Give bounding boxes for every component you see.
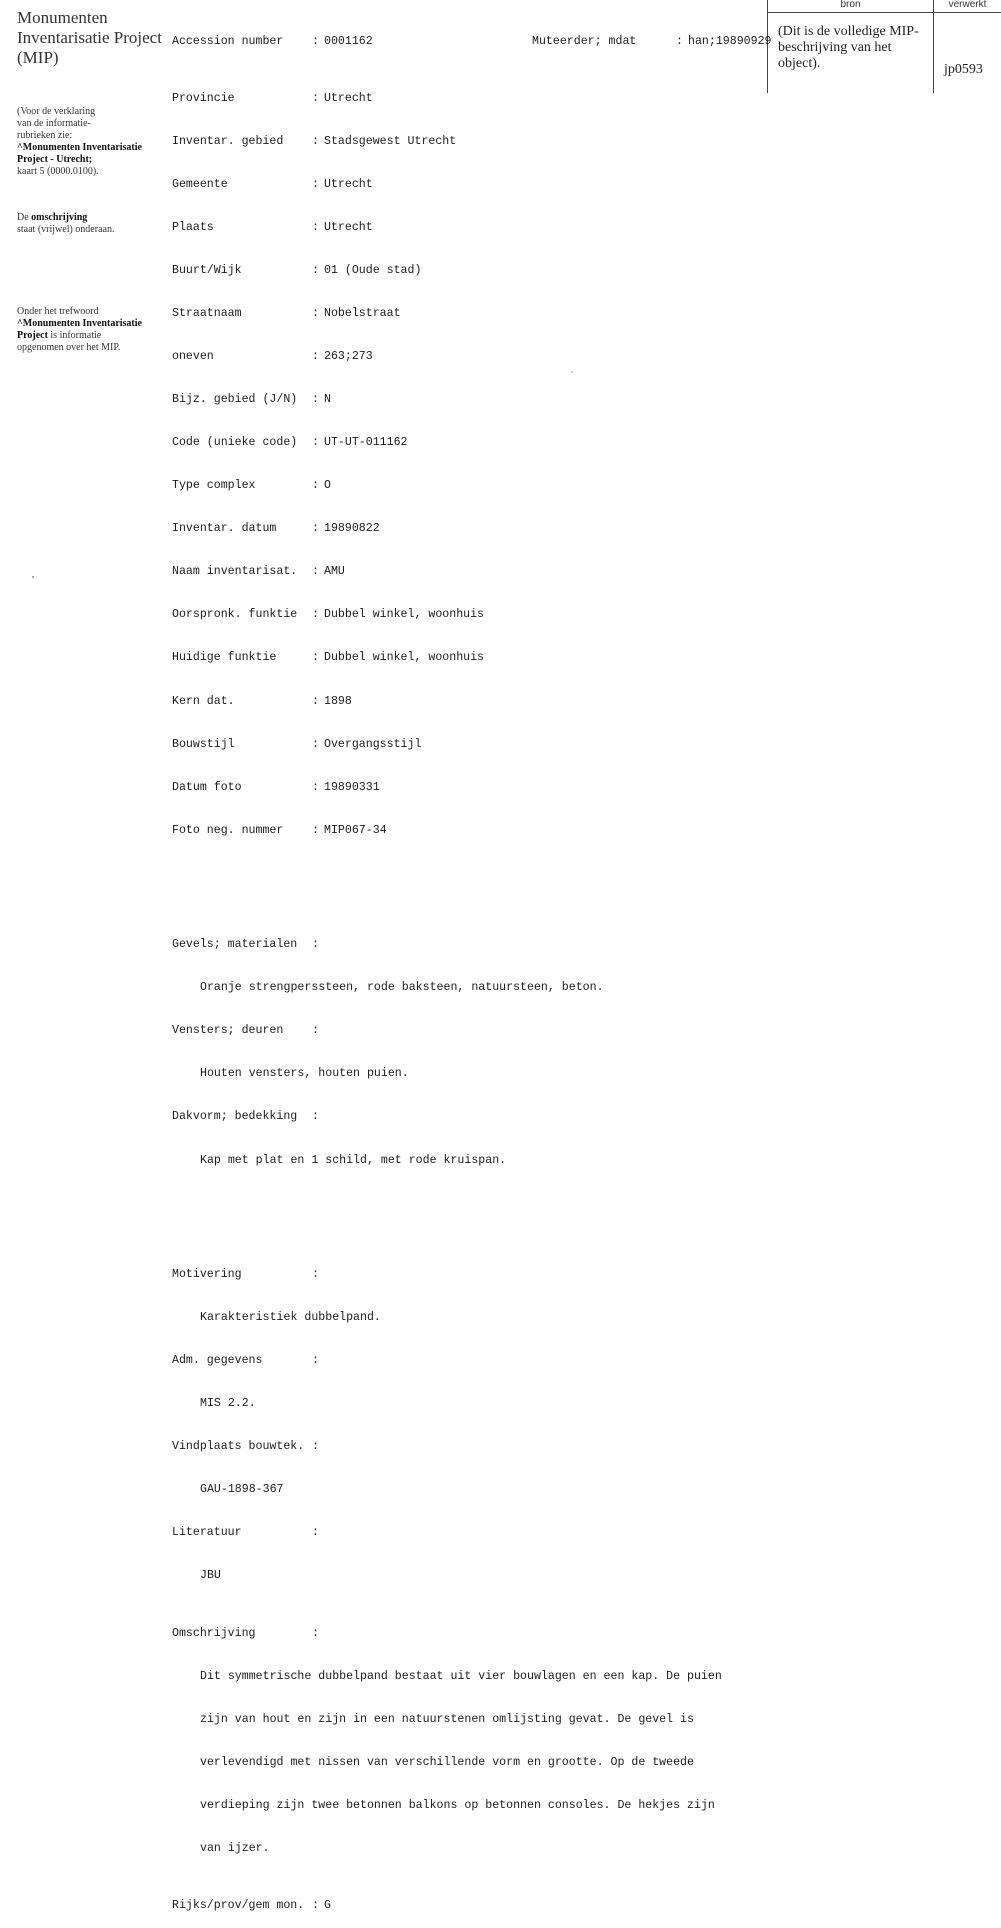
description-location-note <box>17 212 167 236</box>
field-label: Huidige funktie <box>172 651 277 665</box>
column-divider <box>933 0 934 93</box>
field-label: Datum foto <box>172 780 242 794</box>
field-value: Utrecht <box>324 221 373 235</box>
section-label: Omschrijving <box>172 1626 256 1640</box>
field-label: Naam inventarisat. <box>172 565 298 579</box>
field-value: Stadsgewest Utrecht <box>324 135 457 149</box>
field-row: Type complex : O <box>172 479 331 493</box>
note-line: staat (vrijwel) onderaan. <box>17 224 115 235</box>
monument-row: Rijks/prov/gem mon. : G <box>172 1899 331 1913</box>
field-label: Plaats <box>172 221 214 235</box>
field-value: han;19890929 <box>688 34 772 48</box>
note-bold: omschrijving <box>31 212 88 223</box>
description-line: zijn van hout en zijn in een natuurstenen omlijsting gevat. De gevel is <box>200 1712 694 1726</box>
field-row: Kern dat. : 1898 <box>172 694 352 708</box>
record-header-row: Accession number : 0001162 Muteerder; mdat : han;19890929 <box>172 34 772 48</box>
note-bold-line: Project - Utrecht; <box>17 154 93 165</box>
description-line: verlevendigd met nissen van verschillende vorm en grootte. Op de tweede <box>200 1755 694 1769</box>
source-table <box>767 0 1001 93</box>
field-row: Provincie : Utrecht <box>172 92 373 106</box>
section-value: Houten vensters, houten puien. <box>200 1067 409 1081</box>
field-label: Oorspronk. funktie <box>172 608 298 622</box>
field-value: Nobelstraat <box>324 307 401 321</box>
description-line: verdieping zijn twee betonnen balkons op betonnen consoles. De hekjes zijn <box>200 1798 715 1812</box>
field-label: Bijz. gebied (J/N) <box>172 393 298 407</box>
section-label: Gevels; materialen <box>172 938 298 952</box>
field-label: Inventar. gebied <box>172 135 284 149</box>
field-label: Gemeente <box>172 178 228 192</box>
field-row: Bouwstijl : Overgangsstijl <box>172 737 422 751</box>
mip-record <box>172 6 772 1928</box>
field-label: Provincie <box>172 92 235 106</box>
section-label-row: Vindplaats bouwtek. : <box>172 1440 319 1454</box>
section-label: Motivering <box>172 1268 242 1282</box>
note-text: De <box>17 212 32 223</box>
field-value: N <box>324 393 331 407</box>
field-value: Dubbel winkel, woonhuis <box>324 608 485 622</box>
field-label: Code (unieke code) <box>172 436 298 450</box>
section-value: Karakteristiek dubbelpand. <box>200 1311 381 1325</box>
field-row: oneven : 263;273 <box>172 350 373 364</box>
source-description: (Dit is de volledige MIP-beschrijving van het object). <box>778 24 919 71</box>
section-label: Literatuur <box>172 1526 242 1540</box>
section-label-row: Omschrijving : <box>172 1626 319 1640</box>
field-label: Straatnaam <box>172 307 242 321</box>
field-value: Dubbel winkel, woonhuis <box>324 651 485 665</box>
field-row: Buurt/Wijk : 01 (Oude stad) <box>172 264 422 278</box>
field-value: 19890331 <box>324 780 380 794</box>
description-line: van ijzer. <box>200 1842 270 1855</box>
field-value: G <box>324 1899 331 1913</box>
note-text: is informatie <box>47 330 102 341</box>
field-row: Foto neg. nummer : MIP067-34 <box>172 823 387 837</box>
section-label-row: Adm. gegevens : <box>172 1354 319 1368</box>
field-row: Oorspronk. funktie : Dubbel winkel, woonhuis <box>172 608 485 622</box>
note-bold-line: ^Monumenten Inventarisatie <box>17 318 142 329</box>
field-value: 19890822 <box>324 522 380 536</box>
field-value: Overgangsstijl <box>324 737 422 751</box>
sidebar-title: Monumenten Inventarisatie Project (MIP) <box>17 8 162 67</box>
section-value: GAU-1898-367 <box>200 1483 284 1497</box>
field-label: Inventar. datum <box>172 522 277 536</box>
note-bold-line: ^Monumenten Inventarisatie <box>17 142 142 153</box>
note-line: (Voor de verklaring <box>17 106 96 117</box>
field-value: UT-UT-011162 <box>324 436 408 450</box>
legend-reference-note <box>17 106 167 178</box>
field-row: Datum foto : 19890331 <box>172 780 380 794</box>
section-label: Vensters; deuren <box>172 1024 284 1038</box>
field-value: 0001162 <box>324 34 373 48</box>
section-label: Dakvorm; bedekking <box>172 1110 298 1124</box>
section-label: Vindplaats bouwtek. <box>172 1440 305 1454</box>
keyword-note <box>17 306 167 354</box>
field-label: Foto neg. nummer <box>172 823 284 837</box>
field-row: Code (unieke code) : UT-UT-011162 <box>172 436 408 450</box>
section-value: MIS 2.2. <box>200 1397 256 1411</box>
field-row: Gemeente : Utrecht <box>172 178 373 192</box>
scan-speck <box>32 576 34 578</box>
column-header-bron: bron <box>840 0 861 10</box>
field-label: Buurt/Wijk <box>172 264 242 278</box>
field-value: 01 (Oude stad) <box>324 264 422 278</box>
note-line: opgenomen over het MIP. <box>17 342 121 353</box>
field-label: Muteerder; mdat <box>532 34 637 48</box>
field-row: Naam inventarisat. : AMU <box>172 565 345 579</box>
section-label-row: Motivering : <box>172 1268 319 1282</box>
field-value: MIP067-34 <box>324 823 387 837</box>
section-label-row: Literatuur : <box>172 1526 319 1540</box>
section-value: JBU <box>200 1569 221 1583</box>
field-row: Plaats : Utrecht <box>172 221 373 235</box>
field-row: Straatnaam : Nobelstraat <box>172 307 401 321</box>
field-row: Inventar. datum : 19890822 <box>172 522 380 536</box>
field-value: O <box>324 479 331 493</box>
section-label: Adm. gegevens <box>172 1354 263 1368</box>
field-value: 1898 <box>324 694 352 708</box>
field-value: Utrecht <box>324 92 373 106</box>
column-header-verwerkt: verwerkt <box>948 0 987 10</box>
field-value: Utrecht <box>324 178 373 192</box>
source-table-header <box>768 0 1001 13</box>
description-line: Dit symmetrische dubbelpand bestaat uit vier bouwlagen en een kap. De puien <box>200 1669 722 1683</box>
field-label: Accession number <box>172 34 284 48</box>
section-label-row: Vensters; deuren : <box>172 1024 319 1038</box>
note-bold: Project <box>17 330 48 341</box>
section-value: Kap met plat en 1 schild, met rode kruispan. <box>200 1153 507 1167</box>
field-row: Bijz. gebied (J/N) : N <box>172 393 331 407</box>
field-row: Huidige funktie : Dubbel winkel, woonhuis <box>172 651 485 665</box>
section-value: Oranje strengperssteen, rode baksteen, natuursteen, beton. <box>200 981 604 995</box>
field-label: Kern dat. <box>172 694 235 708</box>
field-row: Inventar. gebied : Stadsgewest Utrecht <box>172 135 457 149</box>
field-label: Bouwstijl <box>172 737 235 751</box>
field-label: Type complex <box>172 479 256 493</box>
note-line: van de informatie- <box>17 118 91 129</box>
processed-code: jp0593 <box>944 62 983 77</box>
note-line: rubrieken zie: <box>17 130 73 141</box>
field-label: Rijks/prov/gem mon. <box>172 1899 305 1913</box>
note-line: kaart 5 (0000.0100). <box>17 166 99 177</box>
field-label: oneven <box>172 350 214 364</box>
note-line: Onder het trefwoord <box>17 306 99 317</box>
section-label-row: Gevels; materialen : <box>172 938 319 952</box>
field-value: 263;273 <box>324 350 373 364</box>
field-value: AMU <box>324 565 345 579</box>
section-label-row: Dakvorm; bedekking : <box>172 1110 319 1124</box>
